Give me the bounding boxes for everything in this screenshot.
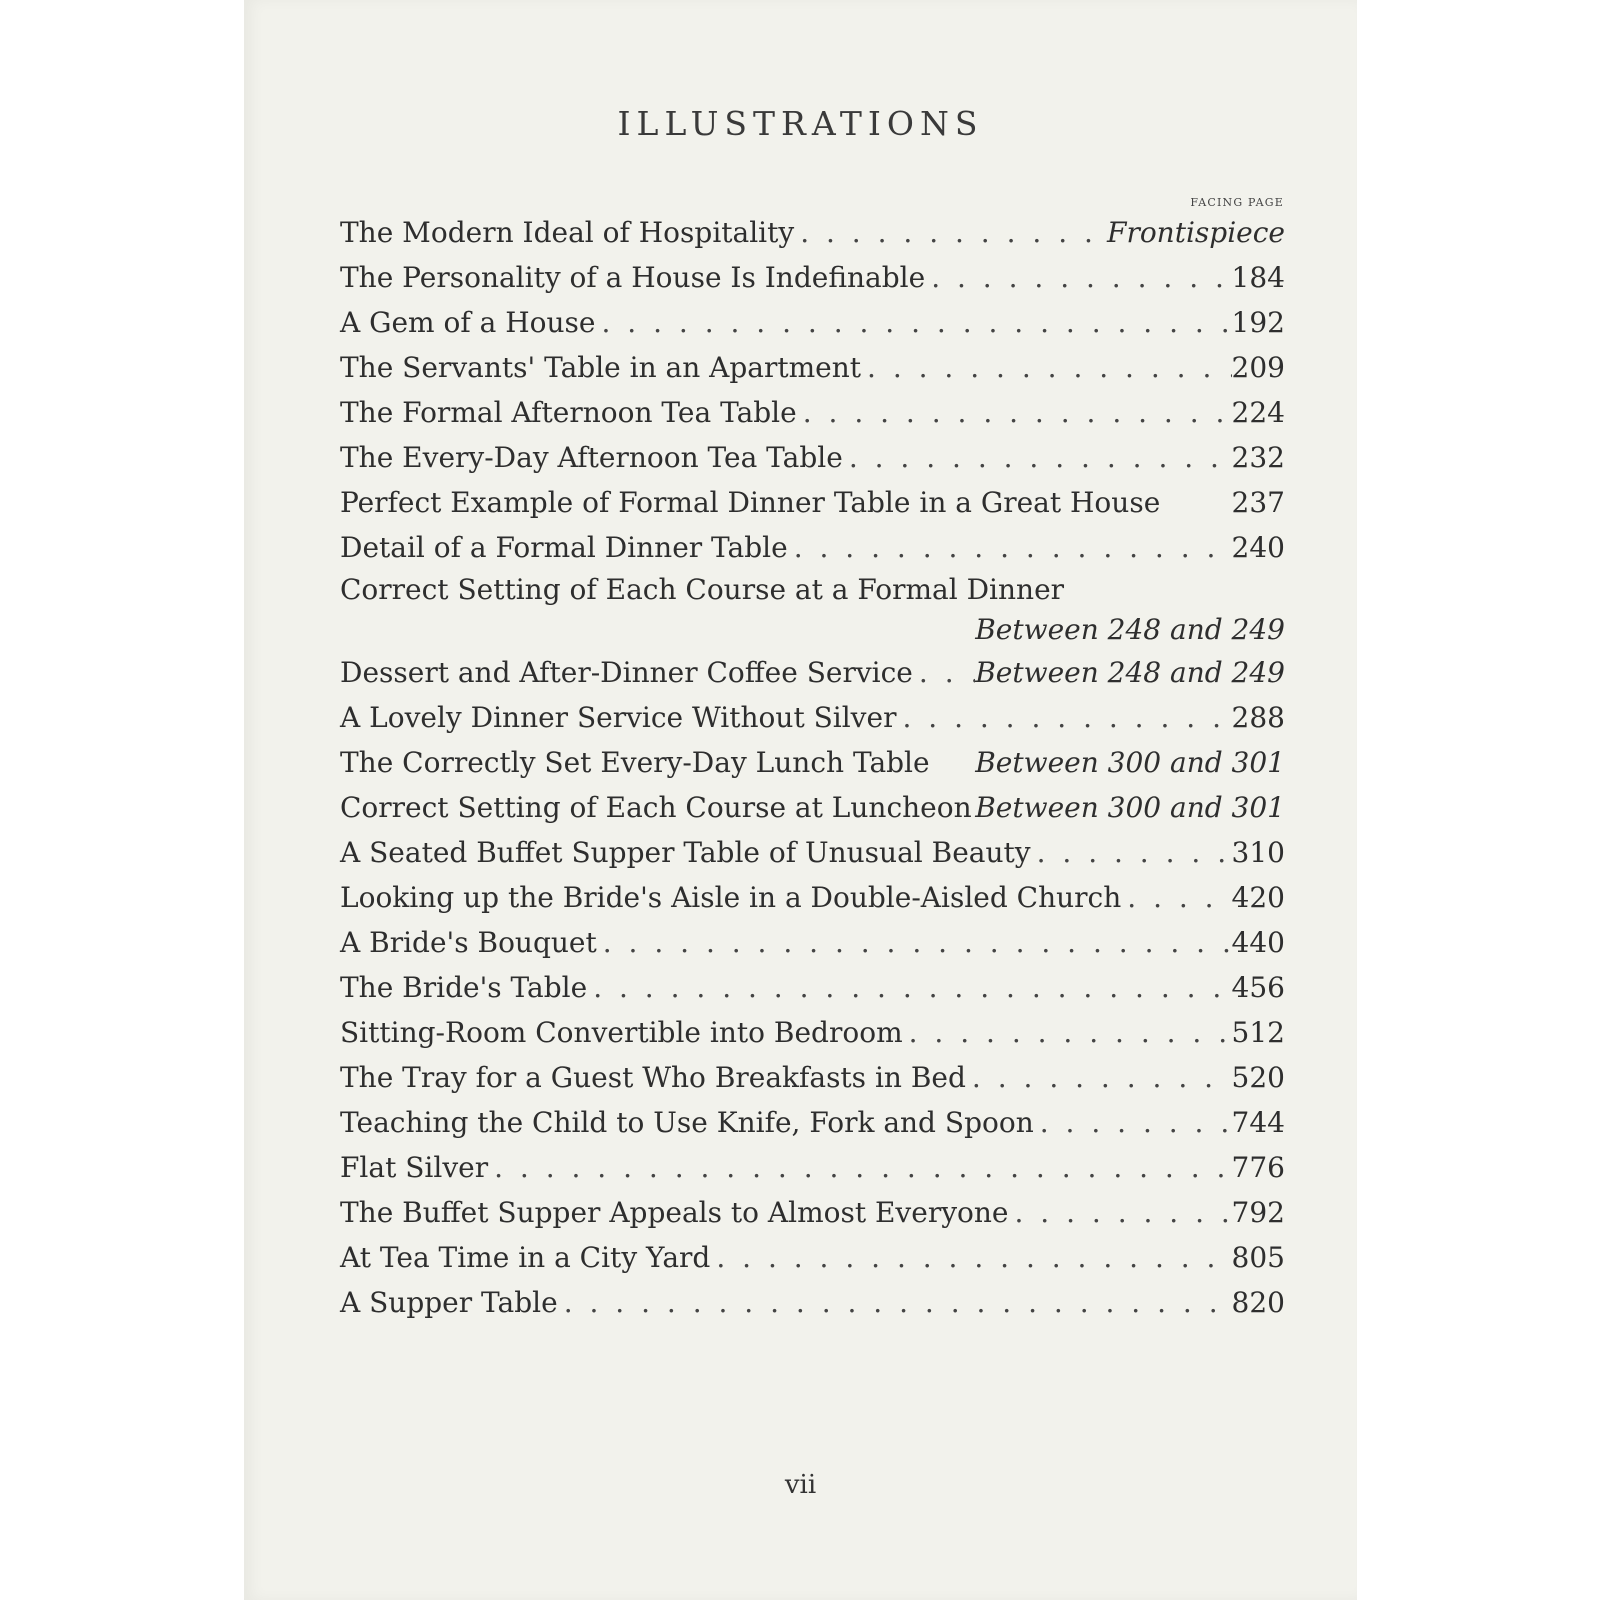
illustration-entry bbox=[340, 525, 1285, 570]
illustration-title: Looking up the Bride's Aisle in a Double-Aisled Church bbox=[340, 881, 1122, 914]
illustration-title: The Bride's Table bbox=[340, 971, 588, 1004]
facing-page-number: 456 bbox=[1231, 971, 1285, 1004]
illustration-title: The Buffet Supper Appeals to Almost Everyone bbox=[340, 1196, 1009, 1229]
facing-page-number: 776 bbox=[1231, 1151, 1285, 1184]
illustration-title: Perfect Example of Formal Dinner Table in a Great House bbox=[340, 486, 1161, 519]
illustration-title: Detail of a Formal Dinner Table bbox=[340, 531, 788, 564]
illustration-entry bbox=[340, 300, 1285, 345]
illustration-entry bbox=[340, 210, 1285, 255]
page-number: vii bbox=[784, 1470, 817, 1500]
illustrations-list bbox=[340, 210, 1285, 1325]
facing-page-number: Frontispiece bbox=[1107, 216, 1285, 249]
dot-leader bbox=[966, 1055, 1232, 1100]
illustration-entry bbox=[340, 920, 1285, 965]
dot-leader bbox=[797, 390, 1232, 435]
dot-leader bbox=[861, 345, 1232, 390]
dot-leader bbox=[558, 1280, 1232, 1325]
illustration-title: The Every-Day Afternoon Tea Table bbox=[340, 441, 843, 474]
illustration-entry bbox=[340, 1190, 1285, 1235]
facing-page-number: 184 bbox=[1231, 261, 1285, 294]
illustration-title: A Supper Table bbox=[340, 1286, 558, 1319]
illustration-title: The Personality of a House Is Indefinable bbox=[340, 261, 926, 294]
book-page bbox=[244, 0, 1357, 1600]
facing-page-number: 288 bbox=[1231, 701, 1285, 734]
dot-leader bbox=[913, 650, 975, 695]
illustration-title: The Modern Ideal of Hospitality bbox=[340, 216, 795, 249]
illustration-entry bbox=[340, 1280, 1285, 1325]
facing-page-number: 805 bbox=[1231, 1241, 1285, 1274]
dot-leader bbox=[1121, 875, 1231, 920]
illustration-title: The Servants' Table in an Apartment bbox=[340, 351, 862, 384]
illustration-title: Flat Silver bbox=[340, 1151, 489, 1184]
illustration-title: A Seated Buffet Supper Table of Unusual Beauty bbox=[340, 836, 1031, 869]
dot-leader bbox=[903, 1010, 1232, 1055]
illustration-entry bbox=[340, 435, 1285, 480]
facing-page-number: 792 bbox=[1231, 1196, 1285, 1229]
facing-page-number: 820 bbox=[1231, 1286, 1285, 1319]
illustration-entry bbox=[340, 255, 1285, 300]
dot-leader bbox=[595, 300, 1231, 345]
facing-page-number: 232 bbox=[1231, 441, 1285, 474]
facing-page-number: 209 bbox=[1231, 351, 1285, 384]
facing-page-number: 224 bbox=[1231, 396, 1285, 429]
illustration-title: Dessert and After-Dinner Coffee Service bbox=[340, 656, 913, 689]
facing-page-number: 512 bbox=[1231, 1016, 1285, 1049]
facing-page-number: Between 248 and 249 bbox=[975, 656, 1285, 689]
facing-page-label: FACING PAGE bbox=[1190, 196, 1284, 209]
illustration-entry bbox=[340, 740, 1285, 785]
facing-page-number: 744 bbox=[1231, 1106, 1285, 1139]
illustration-entry bbox=[340, 1055, 1285, 1100]
dot-leader bbox=[925, 255, 1231, 300]
illustration-entry bbox=[340, 830, 1285, 875]
illustration-title: Correct Setting of Each Course at Luncheon bbox=[340, 791, 972, 824]
illustration-entry bbox=[340, 1145, 1285, 1190]
illustration-title: The Tray for a Guest Who Breakfasts in Bed bbox=[340, 1061, 966, 1094]
illustration-entry bbox=[340, 345, 1285, 390]
facing-page-number: 420 bbox=[1231, 881, 1285, 914]
illustration-entry bbox=[340, 390, 1285, 435]
facing-page-number: 520 bbox=[1231, 1061, 1285, 1094]
facing-page-number: 237 bbox=[1231, 486, 1285, 519]
illustration-title: A Bride's Bouquet bbox=[340, 926, 597, 959]
illustration-entry bbox=[340, 1100, 1285, 1145]
illustration-title: The Correctly Set Every-Day Lunch Table bbox=[340, 746, 930, 779]
dot-leader bbox=[1031, 830, 1232, 875]
illustration-entry bbox=[340, 1010, 1285, 1055]
page-heading: ILLUSTRATIONS bbox=[617, 104, 984, 143]
illustration-title: A Gem of a House bbox=[340, 306, 596, 339]
illustration-title: The Formal Afternoon Tea Table bbox=[340, 396, 797, 429]
illustration-title: Sitting-Room Convertible into Bedroom bbox=[340, 1016, 903, 1049]
dot-leader bbox=[710, 1235, 1231, 1280]
illustration-entry bbox=[340, 875, 1285, 920]
facing-page-number: Between 300 and 301 bbox=[975, 746, 1285, 779]
facing-page-number: 310 bbox=[1231, 836, 1285, 869]
facing-page-number: 192 bbox=[1231, 306, 1285, 339]
facing-page-number: 240 bbox=[1231, 531, 1285, 564]
dot-leader bbox=[597, 920, 1232, 965]
dot-leader bbox=[788, 525, 1232, 570]
dot-leader bbox=[488, 1145, 1231, 1190]
facing-page-number: 440 bbox=[1231, 926, 1285, 959]
dot-leader bbox=[1009, 1190, 1232, 1235]
illustration-entry bbox=[340, 480, 1285, 525]
illustration-title: At Tea Time in a City Yard bbox=[340, 1241, 711, 1274]
dot-leader bbox=[896, 695, 1231, 740]
illustration-title: Teaching the Child to Use Knife, Fork and Spoon bbox=[340, 1106, 1034, 1139]
illustration-entry bbox=[340, 965, 1285, 1010]
dot-leader bbox=[1034, 1100, 1232, 1145]
illustration-entry bbox=[340, 570, 1285, 650]
illustration-entry bbox=[340, 1235, 1285, 1280]
facing-page-number: Between 248 and 249 bbox=[975, 613, 1285, 646]
facing-page-number: Between 300 and 301 bbox=[975, 791, 1285, 824]
dot-leader bbox=[794, 210, 1107, 255]
illustration-entry bbox=[340, 785, 1285, 830]
dot-leader bbox=[587, 965, 1231, 1010]
illustration-entry bbox=[340, 695, 1285, 740]
dot-leader bbox=[843, 435, 1232, 480]
illustration-entry bbox=[340, 650, 1285, 695]
illustration-title: Correct Setting of Each Course at a Formal Dinner bbox=[340, 573, 1065, 606]
illustration-title: A Lovely Dinner Service Without Silver bbox=[340, 701, 897, 734]
